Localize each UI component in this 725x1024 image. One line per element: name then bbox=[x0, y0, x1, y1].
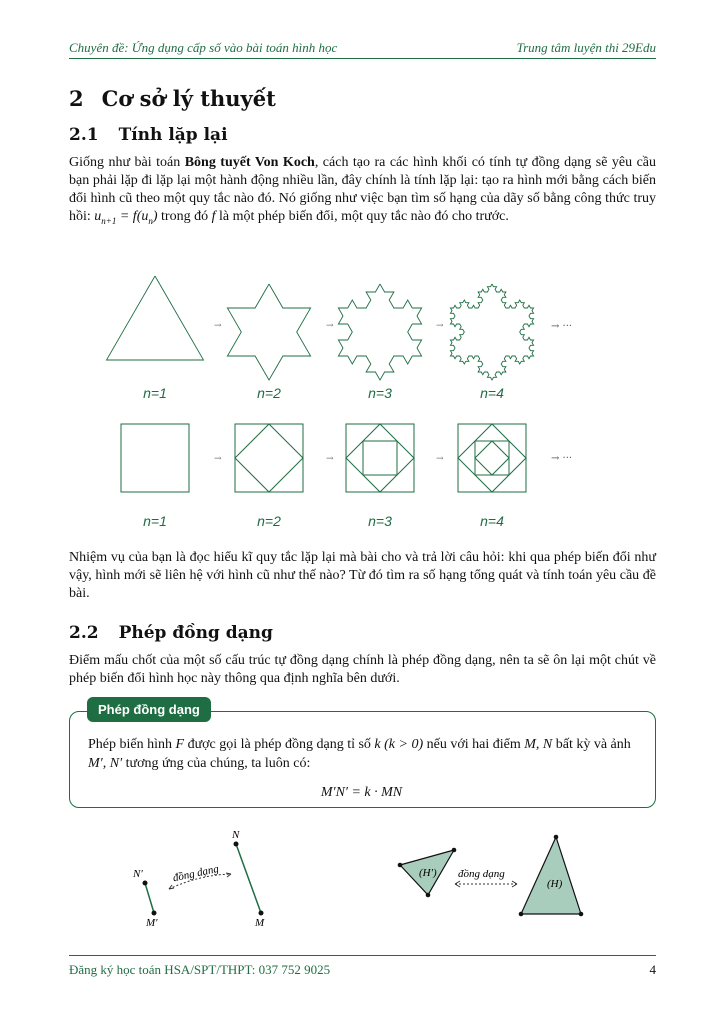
header-left: Chuyên đề: Ứng dụng cấp số vào bài toán hình học bbox=[69, 40, 338, 55]
koch-iteration-4 bbox=[450, 284, 533, 380]
square-iteration-3 bbox=[346, 424, 414, 492]
square-iteration-4 bbox=[458, 424, 526, 492]
p1-bold: Bông tuyết Von Koch bbox=[184, 155, 315, 170]
definition-tag: Phép đồng dạng bbox=[87, 697, 211, 722]
ellipsis-row-2: → ··· bbox=[551, 453, 573, 464]
koch-snowflake-row bbox=[107, 276, 573, 380]
label-M: M bbox=[255, 917, 265, 929]
running-header bbox=[69, 40, 656, 56]
row2-label-2: n=2 bbox=[257, 513, 281, 529]
page-number: 4 bbox=[649, 962, 656, 977]
row2-label-3: n=3 bbox=[368, 513, 392, 529]
subsection-title-2: Phép đồng dạng bbox=[118, 623, 273, 643]
header-right: Trung tâm luyện thi 29Edu bbox=[516, 40, 656, 55]
paragraph-1 bbox=[69, 154, 656, 230]
subsection-title-1: Tính lặp lại bbox=[118, 125, 228, 145]
definition-formula: M′N′ = k · MN bbox=[320, 785, 403, 800]
koch-iteration-3 bbox=[338, 284, 421, 380]
point-N bbox=[234, 842, 239, 847]
segment-MpNp bbox=[145, 883, 154, 913]
subsection-number-1: 2.1 bbox=[69, 125, 99, 145]
iteration-arrow: → bbox=[326, 321, 334, 331]
header-rule bbox=[69, 58, 656, 59]
subsection-heading-1 bbox=[69, 125, 228, 145]
iteration-arrow: → bbox=[214, 321, 222, 331]
p1-text-b: , cách tạo ra các hình khối có tính tự đồng dạng sẽ yêu cầu bạn phải lặp đi lặp lại một hành động nhiều lần, đây chính là tính lặp lại: tạo ra hình mới bằng cách biến đổi hình cũ theo một quy tắc nào đó. Nó giống như việc bạn tìm số hạng của dãy số bằng công thức truy hồi: bbox=[69, 155, 657, 224]
row1-label-4: n=4 bbox=[480, 385, 504, 401]
paragraph-3: Điểm mấu chốt của một số cấu trúc tự đồng dạng chính là phép đồng dạng, nên ta sẽ ôn lại một chút về phép biến đổi hình học này thông qua định nghĩa bên dưới. bbox=[69, 653, 656, 686]
iteration-figure bbox=[69, 262, 656, 532]
label-similar-1: đồng dạng bbox=[171, 862, 220, 885]
ellipsis-row-1: → ··· bbox=[551, 321, 573, 332]
p1-f: f bbox=[211, 209, 216, 224]
koch-iteration-2 bbox=[227, 284, 310, 380]
subsection-heading-2 bbox=[69, 623, 273, 643]
footer-rule bbox=[69, 955, 656, 956]
row1-label-2: n=2 bbox=[257, 385, 281, 401]
iteration-arrow: → bbox=[436, 454, 444, 464]
point-M bbox=[259, 911, 264, 916]
point-Np bbox=[143, 881, 148, 886]
label-Np: N′ bbox=[133, 868, 143, 880]
footer bbox=[69, 962, 656, 978]
iteration-arrow: → bbox=[326, 454, 334, 464]
square-iteration-1 bbox=[121, 424, 189, 492]
figure-labels bbox=[143, 385, 504, 529]
label-similar-2: đồng dạng bbox=[458, 868, 505, 880]
p1-formula: $u_{n+1} = f(u_n)$ bbox=[94, 209, 158, 226]
segment-MN bbox=[236, 844, 261, 913]
row2-label-4: n=4 bbox=[480, 513, 504, 529]
section-number: 2 bbox=[69, 86, 84, 111]
square-iteration-2 bbox=[235, 424, 303, 492]
section-heading bbox=[69, 86, 276, 111]
point-Mp bbox=[152, 911, 157, 916]
definition-text: Phép biến hình F được gọi là phép đồng dạng tỉ số k (k > 0) nếu với hai điểm M, N bất kỳ và ảnh M′, N′ tương ứng của chúng, ta luôn có: bbox=[88, 737, 631, 771]
footer-contact: Đăng ký học toán HSA/SPT/THPT: 037 752 9025 bbox=[69, 962, 331, 977]
row1-label-3: n=3 bbox=[368, 385, 392, 401]
label-Mp: M′ bbox=[146, 917, 158, 929]
nested-squares-row bbox=[121, 424, 572, 492]
koch-iteration-1 bbox=[107, 276, 204, 360]
section-title: Cơ sở lý thuyết bbox=[101, 86, 276, 111]
row2-label-1: n=1 bbox=[143, 513, 167, 529]
similarity-figure bbox=[69, 820, 656, 935]
label-H: (H) bbox=[547, 878, 563, 890]
label-Hp: (H′) bbox=[419, 867, 437, 879]
iteration-arrow: → bbox=[436, 321, 444, 331]
paragraph-2: Nhiệm vụ của bạn là đọc hiểu kĩ quy tắc lặp lại mà bài cho và trả lời câu hỏi: khi qua phép biến đổi như vậy, hình mới sẽ liên hệ với hình cũ như thế nào? Từ đó tìm ra số hạng tổng quát và tính toán yêu cầu đề bài. bbox=[69, 550, 656, 601]
iteration-arrow: → bbox=[214, 454, 222, 464]
p1-text-c: trong đó bbox=[157, 209, 212, 224]
row1-label-1: n=1 bbox=[143, 385, 167, 401]
label-N: N bbox=[232, 829, 240, 841]
subsection-number-2: 2.2 bbox=[69, 623, 99, 643]
triangle-H bbox=[521, 837, 581, 914]
p1-text-a: Giống như bài toán bbox=[69, 155, 185, 170]
p1-text-d: là một phép biến đổi, một quy tắc nào đó cho trước. bbox=[215, 209, 509, 224]
